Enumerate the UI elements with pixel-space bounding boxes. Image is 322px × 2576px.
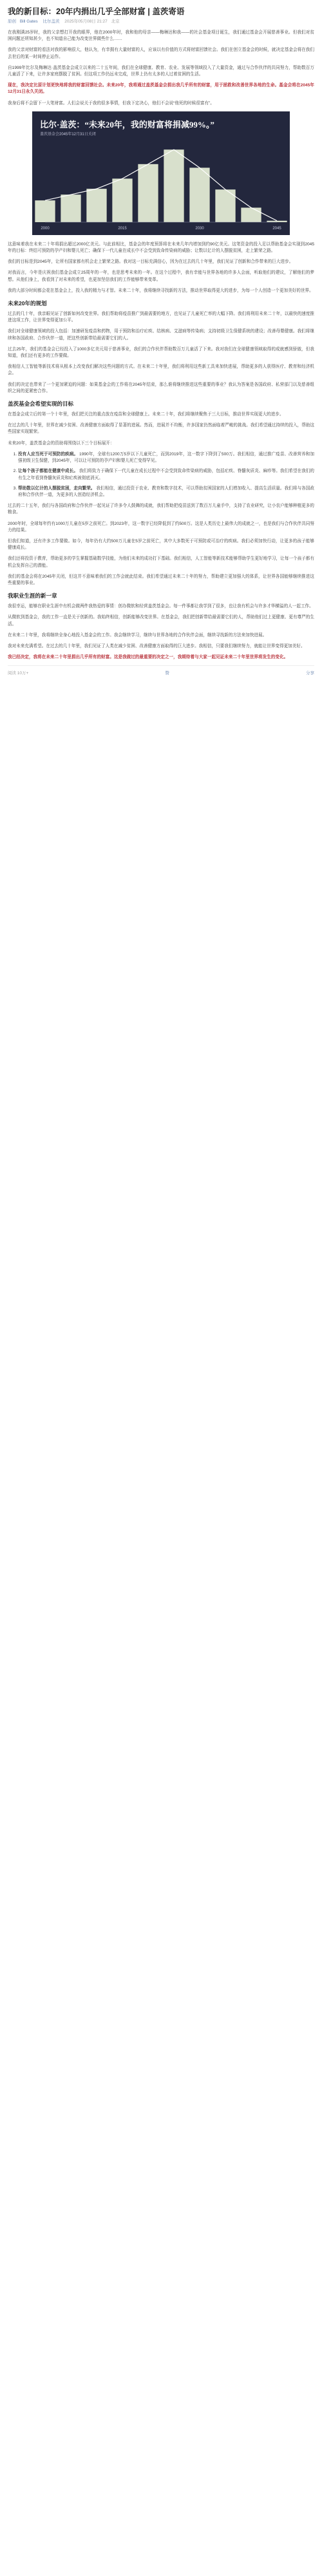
body-paragraph: 我的大部分时间都会花在基金会上，投入我的精力与才智。未来二十年，我将继续寻找新的方法，推动世界取得更大的进步，为每一个人创造一个更加美好的世界。 [8,288,314,293]
like-button[interactable]: 赞 [165,671,169,676]
goal-item [18,486,314,498]
body-paragraph: 2000年时，全球每年约有1000万儿童在5岁之前死亡。到2023年，这一数字已经降低到了约500万。这是人类历史上最伟大的成就之一，也是我们与合作伙伴共同努力的结果。 [8,521,314,533]
body-paragraph: 过去25年，我们的基金会已经投入了1000多亿美元用于慈善事业，我们的合作伙伴帮助数百万儿童活了下来。我对我们在全球健康领域取得的成就感到骄傲，但我知道，我们还有更多的工作要做。 [8,346,314,359]
body-paragraph: 我们的基金会将在2045年关闭，但这并不意味着我们的工作会就此结束。我们希望通过未来二十年的努力，帮助建立更加强大的体系，让世界各国能够继续推进这些重要的事业。 [8,574,314,585]
wealth-chart-figure [32,111,290,235]
intro-section [8,30,314,107]
chart-subtitle: 盖茨基金会2045年12月31日关闭 [40,132,96,137]
chart-bar [138,164,158,222]
goal-item [18,451,314,464]
body-paragraph: 在未来二十年里，我将继续全身心地投入基金会的工作。我会继续学习，继续与世界各地的合作伙伴会面，继续寻找新的方法来加快进展。 [8,632,267,638]
body-paragraph: 我们的决定也带来了一个更加紧迫的问题：如果基金会的工作将在2045年结束，那么谁将继续推进这些重要的事业？我认为答案是各国政府、私营部门以及慈善组织之间的更紧密合作。 [8,382,314,393]
chart-bar [35,200,55,222]
goals-section [8,412,314,498]
highlight-paragraph: 我已经决定，我将在未来二十年里捐出几乎所有的财富。这是我做过的最重要的决定之一，我期待着与大家一起见证未来二十年里世界将发生的变化。 [8,655,289,660]
read-count: 阅读 10万+ [8,671,29,676]
body-paragraph: 在过去的几十年里，世界在减少贫困、改善健康方面取得了显著的进展。然而，进展并不均衡，许多国家仍然面临着严峻的挑战。我们希望通过持续的投入，帮助这些国家实现繁荣。 [8,423,314,435]
body-paragraph: 我很幸运，能够在职业生涯中有机会做两件我热爱的事情：创办微软和经营盖茨基金会。每一件事都让我学到了很多，也让我有机会与许多才华横溢的人一起工作。 [8,604,314,609]
highlight-paragraph: 现在，我决定比原计划更快地将我的财富回馈社会。未来20年，我将通过盖茨基金会捐出我几乎所有的财富，用于拯救和改善世界各地的生命。基金会将在2045年12月31日永久关闭。 [8,83,314,95]
career-section [8,603,314,661]
chart-bar [61,194,80,222]
body-paragraph: 这意味着我在未来二十年将捐出超过2000亿美元。与此前相比，基金会的年度预算将在未来几年内增加到约90亿美元。这笔资金的投入足以帮助基金会实现到2045年的目标：终结可预防的孕产妇和婴儿死亡；确保下一代儿童在成长中不会受到致命传染病的威胁；让数以亿计的人摆脱贫困，走上繁荣之路。 [8,242,314,254]
chart-bar [241,207,261,222]
chart-bar [189,167,209,222]
intro-paragraph: 在我刚满25岁时，我的父亲想打开我的眼界，他在2000年时，我和他的母亲——梅琳达和我——的社会基金项目诞生，我们通过基金会开展慈善事业。但我们对贫困问题还所知甚少，也不知道自己能为改变世界做些什么…… [8,30,314,42]
goal-title: 帮助数以亿计的人摆脱贫困，走向繁荣。 [18,486,95,491]
goal-title: 让每个孩子都能在健康中成长。 [18,469,78,474]
body-paragraph: 我相信人工智能等新技术将从根本上改变我们解决这些问题的方式。在未来二十年里，我们将利用这些新工具来加快进展，帮助更多的人获得医疗、教育和经济机会。 [8,365,314,376]
body-paragraph: 过去的几十年，我亲眼见证了创新如何改变世界。我们帮助将疫苗推广到最需要的地方，也见证了儿童死亡率的大幅下降。我们将利用未来二十年，以最快的速度推进这项工作，让世界变得更加公平。 [8,312,314,323]
chart-x-tick-label: 2000 [41,226,50,231]
body-paragraph: 但我们知道，还有许多工作要做。如今，每年仍有大约500万儿童在5岁之前死亡，其中大多数死于可预防或可治疗的疾病。我们必须加快行动，让更多的孩子能够健康成长。 [8,538,314,551]
body-paragraph: 在基金会成立后的第一个十年里，我们把关注的重点放在疫苗和全球健康上。未来二十年，我们将继续聚焦于三大目标，推动世界实现更大的进步。 [8,412,284,417]
chart-bar [112,178,132,222]
goal-item [18,468,314,481]
article-meta [8,19,314,24]
chart-bar [267,221,287,222]
chart-x-tick-label: 2045 [272,226,281,231]
body-paragraph: 我们还将投资于教育，帮助更多的学生掌握基础数学技能，为他们未来的成功打下基础。我们相信，人工智能等新技术能够帮助学生更好地学习，让每一个孩子都有机会发挥自己的潜能。 [8,556,314,568]
publish-location: 北京 [111,19,120,24]
article-title: 我的新目标：20年内捐出几乎全部财富 | 盖茨寄语 [8,7,185,16]
body-paragraph: 未来20年，盖茨基金会的资助将围绕以下三个目标展开： [8,440,115,446]
author-link[interactable]: Bill Gates [19,19,38,24]
original-tag: 原创 [8,19,16,24]
goal-text: 我们将致力于确保下一代儿童在成长过程中不会受到致命传染病的威胁，包括疟疾、脊髓灰质炎、麻疹等。我们希望在我们的有生之年看到脊髓灰质炎和疟疾被彻底消灭。 [18,469,315,480]
plan-section [8,311,314,395]
body-paragraph: 我们对全球健康领域的投入包括：加速研发疫苗和药物，用于预防和治疗疟疾、结核病、艾滋病等传染病；支持初级卫生保健系统的建设；改善母婴健康。我们将继续和各国政府、合作伙伴一道，把这些创新带给最需要它们的人。 [8,329,314,341]
section-heading-goals: 盖茨基金会希望实现的目标 [8,401,74,408]
goal-text: 我们相信，通过投资于农业、教育和数字技术，可以帮助贫困国家的人们增加收入、提高生活质量。我们将与各国政府和合作伙伴一道，为更多的人创造经济机会。 [18,486,315,497]
body-section-1 [8,242,314,294]
goals-list [8,451,314,498]
intro-paragraph: 自1999年比尔及梅琳达·盖茨基金会成立以来的二十五年间，我们在全球健康、教育、农业、发展等领域投入了大量资金，通过与合作伙伴的共同努力，帮助数百万儿童活了下来，让许多家庭摆脱了贫困。但这项工作仍远未完成，世界上仍有太多的人过着贫困的生活。 [8,65,314,77]
chart-bar [164,149,184,222]
body-paragraph: 对我而言，今年是庆祝我们基金会成立25周年的一年，也是思考未来的一年。在这个过程中，我有幸能与世界各地的许多人会面，听取他们的建议，了解他们的梦想。从他们身上，我看到了对未来的希望，也更加坚信我们的工作能够带来变革。 [8,270,314,282]
body-paragraph: 我对未来充满希望。在过去的几十年里，我们见证了人类在减少贫困、改善健康方面取得的巨大进步。我相信，只要我们继续努力，就能让世界变得更加美好。 [8,643,305,649]
intro-paragraph: 我身后将不会留下一大笔财富。人们会说关于我的很多事情，但我下定决心，他们不会说“他死的时候很富有”。 [8,100,214,106]
chart-bar [86,189,106,222]
body-section-2 [8,503,314,587]
account-link[interactable]: 比尔盖茨 [43,19,60,24]
publish-datetime: 2025年05月08日 21:27 [64,19,108,24]
share-button[interactable]: 分享 [306,671,314,676]
goal-title: 没有人应当死于可预防的疾病。 [18,451,79,457]
goal-text: 1990年，全球有1200万5岁以下儿童死亡，而到2019年，这一数字下降到了500万。我们相信，通过推广疫苗、改善营养和加强初级卫生保健，到2045年，可以让可预防的孕产妇和婴儿死亡变得罕见。 [18,451,314,464]
body-paragraph: 我们的目标是到2045年，让所有国家都有机会走上繁荣之路。我对这一目标充满信心，因为在过去的几十年里，我们见证了创新和合作带来的巨大进步。 [8,260,294,265]
chart-title: 比尔·盖茨：“未来20年，我的财富将捐减99%。” [40,119,214,129]
article-footer [8,665,314,676]
body-paragraph: 从微软到基金会，我的工作一直是关于创新的。我始终相信，创新能够改变世界。在基金会，我们把创新带给最需要它们的人，帮助他们过上更健康、更有尊严的生活。 [8,615,314,627]
chart-x-tick-label: 2030 [195,226,204,231]
chart-x-tick-label: 2015 [118,226,127,231]
section-heading-career: 我职业生涯的新一章 [8,592,57,600]
body-paragraph: 过去的二十五年，我们与各国政府和合作伙伴一起见证了许多令人鼓舞的成就，我们帮助把疫苗送到了数百万儿童手中，支持了农业研究，让小农户能够种植更多的粮食。 [8,504,314,515]
intro-paragraph: 我的父亲对财富的看法对我的影响很大，他认为，有幸拥有大量财富的人，应该以有价值的方式将财富回馈社会。我们在创立基金会的时候，就决定基金会将在我们去世后的某一时间停止运作。 [8,48,314,59]
section-heading-plan: 未来20年的规划 [8,300,47,307]
